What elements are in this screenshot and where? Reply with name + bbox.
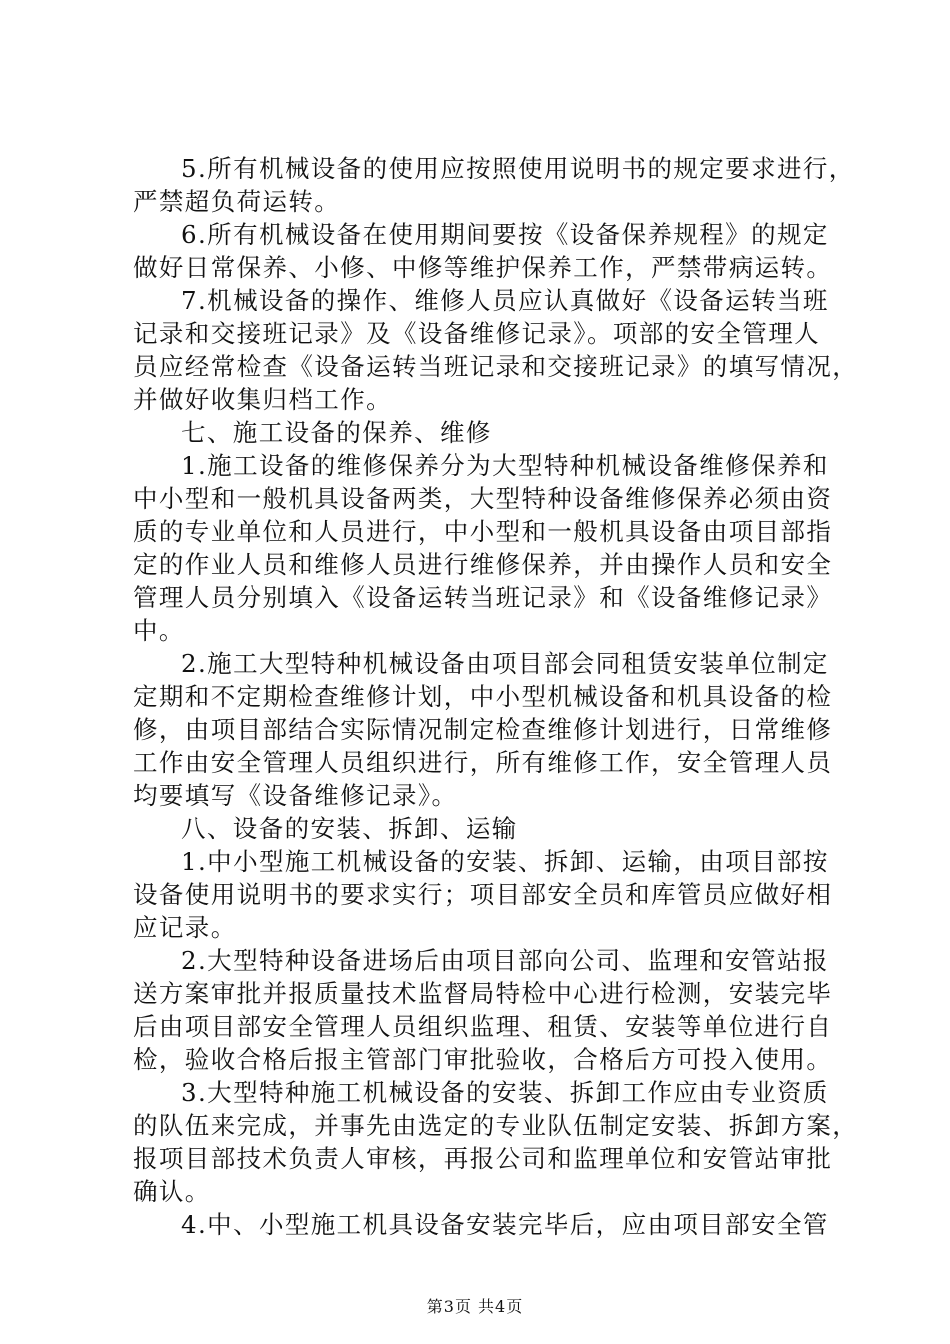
text-line: 设备使用说明书的要求实行；项目部安全员和库管员应做好相 <box>133 880 833 909</box>
text-line: 并做好收集归档工作。 <box>133 385 392 414</box>
text-line: 报项目部技术负责人审核，再报公司和监理单位和安管站审批 <box>133 1144 833 1173</box>
text-line: 2.大型特种设备进场后由项目部向公司、监理和安管站报 <box>181 946 829 975</box>
text-line: 质的专业单位和人员进行，中小型和一般机具设备由项目部指 <box>133 517 833 546</box>
text-line: 管理人员分别填入《设备运转当班记录》和《设备维修记录》 <box>133 583 833 612</box>
page-number-footer: 第3页 共4页 <box>426 1297 524 1316</box>
text-line: 后由项目部安全管理人员组织监理、租赁、安装等单位进行自 <box>133 1012 833 1041</box>
text-line: 1.施工设备的维修保养分为大型特种机械设备维修保养和 <box>181 451 829 480</box>
text-line: 6.所有机械设备在使用期间要按《设备保养规程》的规定 <box>181 220 829 249</box>
document-body <box>133 152 859 1241</box>
paragraph <box>133 152 855 218</box>
paragraph <box>133 284 859 416</box>
paragraph <box>133 647 833 812</box>
text-line: 定期和不定期检查维修计划，中小型机械设备和机具设备的检 <box>133 682 833 711</box>
text-line: 5.所有机械设备的使用应按照使用说明书的规定要求进行， <box>181 154 855 183</box>
text-line: 送方案审批并报质量技术监督局特检中心进行检测，安装完毕 <box>133 979 833 1008</box>
text-line: 修，由项目部结合实际情况制定检查维修计划进行，日常维修 <box>133 715 833 744</box>
paragraph <box>133 218 833 284</box>
text-line: 应记录。 <box>133 913 237 942</box>
text-line: 确认。 <box>133 1177 211 1206</box>
text-line: 七、施工设备的保养、维修 <box>181 418 492 447</box>
text-line: 的队伍来完成，并事先由选定的专业队伍制定安装、拆卸方案， <box>133 1111 859 1140</box>
text-line: 中小型和一般机具设备两类，大型特种设备维修保养必须由资 <box>133 484 833 513</box>
paragraph <box>133 1208 833 1241</box>
text-line: 工作由安全管理人员组织进行，所有维修工作，安全管理人员 <box>133 748 833 777</box>
text-line: 定的作业人员和维修人员进行维修保养，并由操作人员和安全 <box>133 550 833 579</box>
section-heading <box>133 416 833 449</box>
paragraph <box>133 845 833 944</box>
paragraph <box>133 1076 859 1208</box>
text-line: 八、设备的安装、拆卸、运输 <box>181 814 518 843</box>
paragraph <box>133 449 833 647</box>
text-line: 均要填写《设备维修记录》。 <box>133 781 458 810</box>
text-line: 1.中小型施工机械设备的安装、拆卸、运输，由项目部按 <box>181 847 829 876</box>
text-line: 严禁超负荷运转。 <box>133 187 341 216</box>
section-heading <box>133 812 833 845</box>
text-line: 3.大型特种施工机械设备的安装、拆卸工作应由专业资质 <box>181 1078 829 1107</box>
text-line: 中。 <box>133 616 185 645</box>
text-line: 2.施工大型特种机械设备由项目部会同租赁安装单位制定 <box>181 649 829 678</box>
text-line: 4.中、小型施工机具设备安装完毕后，应由项目部安全管 <box>181 1210 829 1239</box>
text-line: 员应经常检查《设备运转当班记录和交接班记录》的填写情况， <box>133 352 859 381</box>
text-line: 检，验收合格后报主管部门审批验收，合格后方可投入使用。 <box>133 1045 833 1074</box>
text-line: 7.机械设备的操作、维修人员应认真做好《设备运转当班 <box>181 286 829 315</box>
paragraph <box>133 944 833 1076</box>
text-line: 做好日常保养、小修、中修等维护保养工作，严禁带病运转。 <box>133 253 833 282</box>
text-line: 记录和交接班记录》及《设备维修记录》。项部的安全管理人 <box>133 319 821 348</box>
